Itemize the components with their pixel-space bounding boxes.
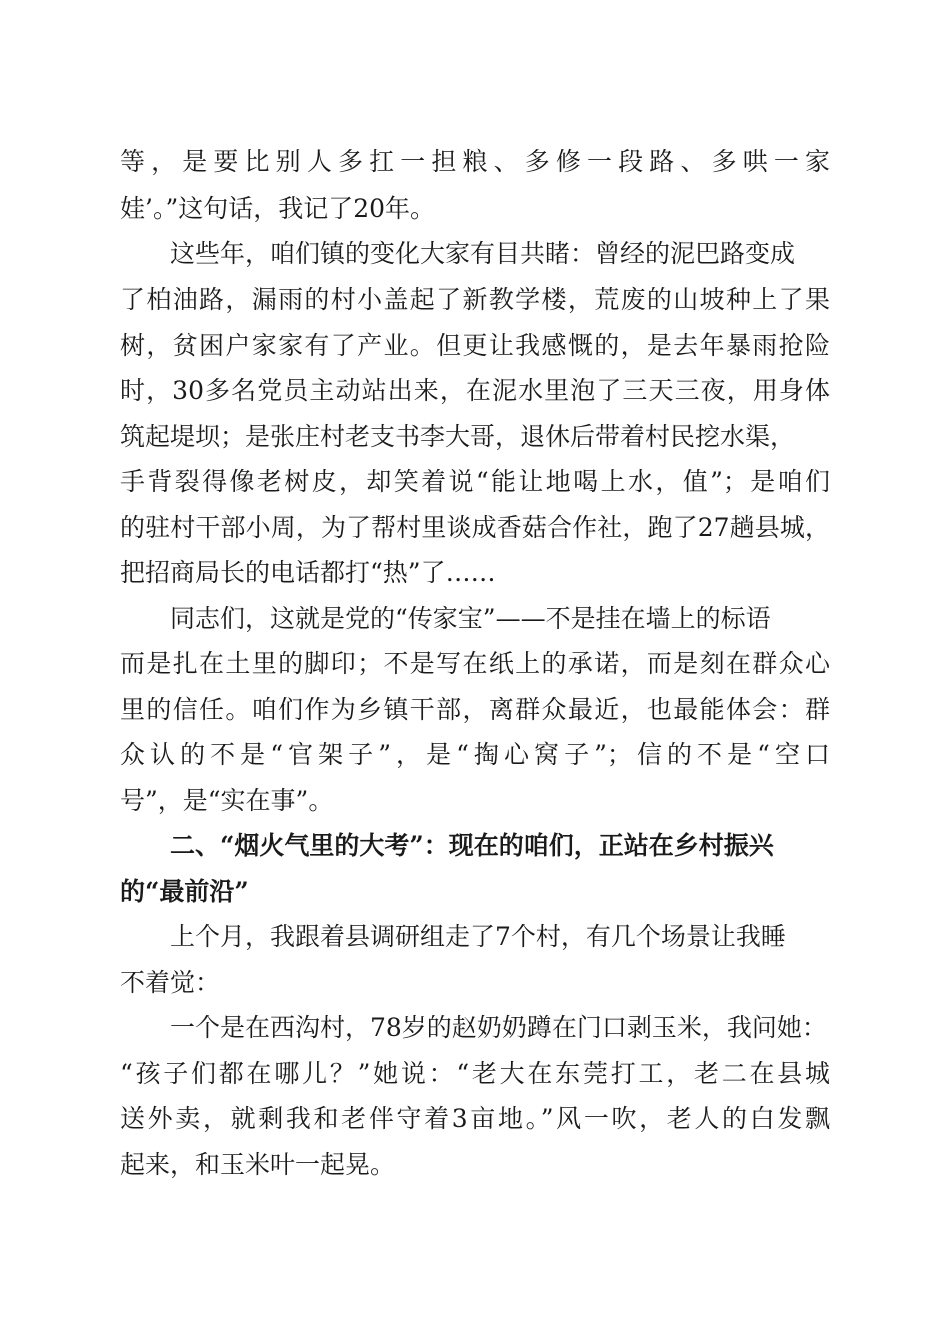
text-line: 筑起堤坝；是张庄村老支书李大哥，退休后带着村民挖水渠， [120,422,796,451]
text-line: 等，是要比别人多扛一担粮、多修一段路、多哄一家 [120,147,830,176]
text-line: 送外卖，就剩我和老伴守着3亩地。”风一吹，老人的白发飘 [120,1104,830,1133]
text-line: 树，贫困户家家有了产业。但更让我感慨的，是去年暴雨抢险 [120,331,830,360]
section-heading: 二、“烟火气里的大考”：现在的咱们，正站在乡村振兴 [170,831,774,860]
paragraph-first-line: 上个月，我跟着县调研组走了7个村，有几个场景让我睡 [170,922,786,951]
paragraph-first-line: 一个是在西沟村，78岁的赵奶奶蹲在门口剥玉米，我问她： [170,1013,827,1042]
text-line: 号”，是“实在事”。 [120,786,334,815]
text-line: 娃’。”这句话，我记了20年。 [120,194,436,223]
text-line: 把招商局长的电话都打“热”了…… [120,558,496,587]
text-line: 了柏油路，漏雨的村小盖起了新教学楼，荒废的山坡种上了果 [120,285,830,314]
text-line: 时，30多名党员主动站出来，在泥水里泡了三天三夜，用身体 [120,376,830,405]
text-line: 不着觉： [120,968,221,997]
text-line: 众认的不是“官架子”，是“掏心窝子”；信的不是“空口 [120,740,830,769]
text-line: 的驻村干部小周，为了帮村里谈成香菇合作社，跑了27趟县城， [120,513,830,542]
paragraph-first-line: 这些年，咱们镇的变化大家有目共睹：曾经的泥巴路变成 [170,239,796,268]
text-line: 而是扎在土里的脚印；不是写在纸上的承诺，而是刻在群众心 [120,649,830,678]
text-line: 里的信任。咱们作为乡镇干部，离群众最近，也最能体会：群 [120,695,830,724]
paragraph-first-line: 同志们，这就是党的“传家宝”——不是挂在墙上的标语 [170,604,771,633]
text-line: 起来，和玉米叶一起晃。 [120,1150,396,1179]
text-line: “孩子们都在哪儿？”她说：“老大在东莞打工，老二在县城 [120,1059,830,1088]
text-line: 手背裂得像老树皮，却笑着说“能让地喝上水，值”；是咱们 [120,467,830,496]
section-heading-continuation: 的“最前沿” [120,877,249,906]
